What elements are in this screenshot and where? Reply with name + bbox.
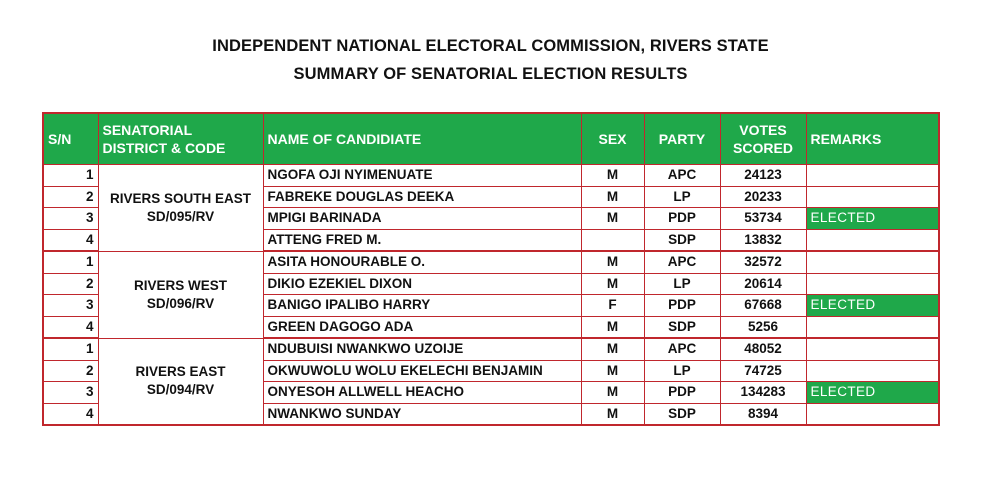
district-code: SD/094/RV	[146, 382, 215, 398]
party-cell: LP	[644, 273, 720, 295]
votes-cell: 13832	[720, 229, 806, 251]
serial-number-cell: 2	[43, 360, 98, 382]
district-code: SD/096/RV	[146, 295, 215, 311]
candidate-name-cell: BANIGO IPALIBO HARRY	[263, 295, 581, 317]
remarks-cell	[806, 229, 939, 251]
sex-cell: M	[581, 273, 644, 295]
party-cell: PDP	[644, 382, 720, 404]
remarks-cell	[806, 186, 939, 208]
votes-cell: 20233	[720, 186, 806, 208]
votes-cell: 5256	[720, 316, 806, 338]
serial-number-cell: 4	[43, 403, 98, 425]
candidate-name-cell: NDUBUISI NWANKWO UZOIJE	[263, 338, 581, 360]
table-row	[43, 338, 939, 360]
document-subtitle: SUMMARY OF SENATORIAL ELECTION RESULTS	[293, 65, 688, 83]
serial-number-cell: 1	[43, 338, 98, 360]
candidate-name-cell: ONYESOH ALLWELL HEACHO	[263, 382, 581, 404]
remarks-cell	[806, 338, 939, 360]
district-name: RIVERS SOUTH EAST	[109, 190, 252, 206]
column-header-sex: SEX	[581, 113, 644, 165]
column-header-votes	[720, 113, 806, 165]
votes-cell: 32572	[720, 251, 806, 273]
column-header-name: NAME OF CANDIDIATE	[263, 113, 581, 165]
sex-cell: M	[581, 251, 644, 273]
column-header-remarks: REMARKS	[806, 113, 939, 165]
candidate-name-cell: FABREKE DOUGLAS DEEKA	[263, 186, 581, 208]
sex-cell: M	[581, 186, 644, 208]
candidate-name-cell: OKWUWOLU WOLU EKELECHI BENJAMIN	[263, 360, 581, 382]
elected-badge: ELECTED	[806, 295, 939, 317]
party-cell: APC	[644, 165, 720, 187]
party-cell: SDP	[644, 403, 720, 425]
district-name: RIVERS EAST	[135, 364, 226, 380]
votes-cell: 74725	[720, 360, 806, 382]
document-title: INDEPENDENT NATIONAL ELECTORAL COMMISSION, RIVERS STATE	[212, 37, 769, 55]
column-header-party: PARTY	[644, 113, 720, 165]
elected-badge: ELECTED	[806, 208, 939, 230]
sex-cell: M	[581, 403, 644, 425]
serial-number-cell: 3	[43, 208, 98, 230]
sex-cell: M	[581, 338, 644, 360]
column-header-votes-line1: VOTES	[739, 122, 787, 138]
district-name: RIVERS WEST	[133, 277, 227, 293]
votes-cell: 48052	[720, 338, 806, 360]
serial-number-cell: 2	[43, 186, 98, 208]
column-header-votes-line2: SCORED	[733, 140, 793, 156]
district-code: SD/095/RV	[146, 208, 215, 224]
party-cell: APC	[644, 338, 720, 360]
serial-number-cell: 3	[43, 295, 98, 317]
votes-cell: 67668	[720, 295, 806, 317]
district-cell	[98, 251, 263, 338]
candidate-name-cell: NWANKWO SUNDAY	[263, 403, 581, 425]
results-table	[42, 112, 940, 426]
votes-cell: 20614	[720, 273, 806, 295]
results-body	[43, 165, 939, 426]
remarks-cell	[806, 273, 939, 295]
sex-cell: M	[581, 360, 644, 382]
serial-number-cell: 4	[43, 316, 98, 338]
table-row	[43, 165, 939, 187]
column-header-district	[98, 113, 263, 165]
serial-number-cell: 4	[43, 229, 98, 251]
remarks-cell	[806, 360, 939, 382]
district-cell	[98, 165, 263, 252]
votes-cell: 8394	[720, 403, 806, 425]
party-cell: SDP	[644, 316, 720, 338]
remarks-cell	[806, 165, 939, 187]
sex-cell: M	[581, 382, 644, 404]
remarks-cell	[806, 403, 939, 425]
candidate-name-cell: GREEN DAGOGO ADA	[263, 316, 581, 338]
votes-cell: 53734	[720, 208, 806, 230]
candidate-name-cell: DIKIO EZEKIEL DIXON	[263, 273, 581, 295]
column-header-district-line1: SENATORIAL	[102, 122, 193, 138]
candidate-name-cell: ASITA HONOURABLE O.	[263, 251, 581, 273]
sex-cell: F	[581, 295, 644, 317]
sex-cell: M	[581, 208, 644, 230]
remarks-cell	[806, 251, 939, 273]
sex-cell: M	[581, 165, 644, 187]
serial-number-cell: 2	[43, 273, 98, 295]
sex-cell	[581, 229, 644, 251]
votes-cell: 134283	[720, 382, 806, 404]
party-cell: LP	[644, 186, 720, 208]
serial-number-cell: 3	[43, 382, 98, 404]
table-row	[43, 251, 939, 273]
remarks-cell	[806, 316, 939, 338]
serial-number-cell: 1	[43, 251, 98, 273]
column-header-sn: S/N	[43, 113, 98, 165]
column-header-district-line2: DISTRICT & CODE	[102, 140, 226, 156]
elected-badge: ELECTED	[806, 382, 939, 404]
votes-cell: 24123	[720, 165, 806, 187]
party-cell: LP	[644, 360, 720, 382]
candidate-name-cell: MPIGI BARINADA	[263, 208, 581, 230]
sex-cell: M	[581, 316, 644, 338]
table-header-row	[43, 113, 939, 165]
party-cell: APC	[644, 251, 720, 273]
candidate-name-cell: ATTENG FRED M.	[263, 229, 581, 251]
party-cell: PDP	[644, 208, 720, 230]
candidate-name-cell: NGOFA OJI NYIMENUATE	[263, 165, 581, 187]
serial-number-cell: 1	[43, 165, 98, 187]
party-cell: PDP	[644, 295, 720, 317]
district-cell	[98, 338, 263, 425]
party-cell: SDP	[644, 229, 720, 251]
